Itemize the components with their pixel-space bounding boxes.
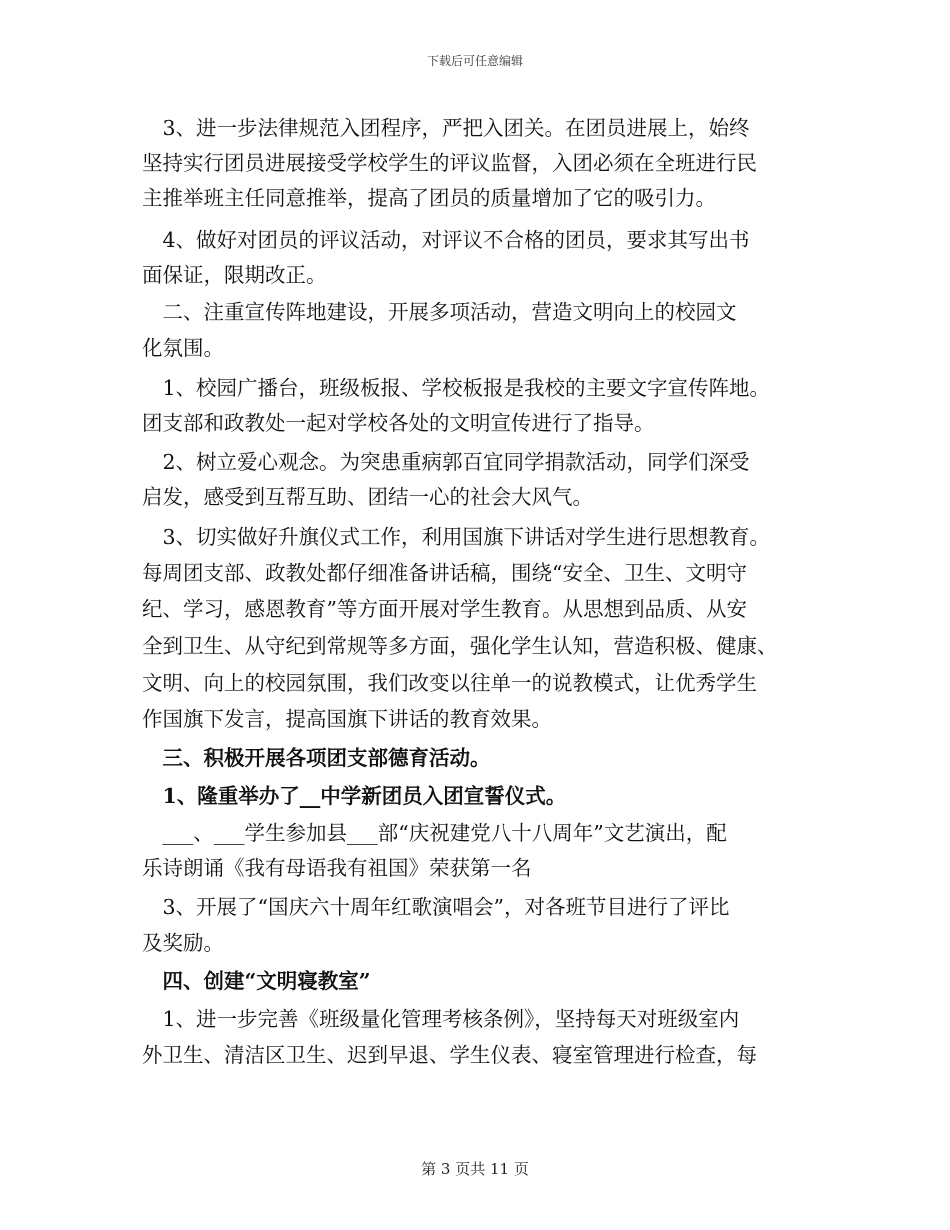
text-line: 作国旗下发言，提高国旗下讲话的教育效果。 xyxy=(142,707,552,731)
text-line: 团支部和政教处一起对学校各处的文明宣传进行了指导。 xyxy=(142,411,655,435)
text-line: 3、切实做好升旗仪式工作，利用国旗下讲话对学生进行思想教育。 xyxy=(142,525,771,549)
text-line: 坚持实行团员进展接受学校学生的评议监督，入团必须在全班进行民 xyxy=(142,151,757,175)
text-line: 1、校园广播台，班级板报、学校板报是我校的主要文字宣传阵地。 xyxy=(142,376,771,400)
text-line: 外卫生、清洁区卫生、迟到早退、学生仪表、寝室管理进行检查，每 xyxy=(142,1043,757,1067)
section-heading: 四、创建“文明寝教室” xyxy=(142,969,371,993)
text-line: ___、___学生参加县___部“庆祝建党八十八周年”文艺演出，配 xyxy=(142,821,727,845)
section-heading: 三、积极开展各项团支部德育活动。 xyxy=(142,746,491,770)
text-line: 1、进一步完善《班级量化管理考核条例》，坚持每天对班级室内 xyxy=(142,1007,740,1031)
text-line: 2、树立爱心观念。为突患重病郭百宜同学捐款活动，同学们深受 xyxy=(142,450,750,474)
text-line: 面保证，限期改正。 xyxy=(142,263,327,287)
text-line: 主推举班主任同意推举，提高了团员的质量增加了它的吸引力。 xyxy=(142,186,716,210)
text-line: 及奖励。 xyxy=(142,931,224,955)
text-line: 纪、学习，感恩教育”等方面开展对学生教育。从思想到品质、从安 xyxy=(142,597,747,621)
text-line: 4、做好对团员的评议活动，对评议不合格的团员，要求其写出书 xyxy=(142,228,750,252)
text-line: 二、注重宣传阵地建设，开展多项活动，营造文明向上的校园文 xyxy=(142,300,737,324)
text-line: 化氛围。 xyxy=(142,336,224,360)
text-line: 乐诗朗诵《我有母语我有祖国》荣获第一名 xyxy=(142,856,532,880)
text-line: 3、开展了“国庆六十周年红歌演唱会”，对各班节目进行了评比 xyxy=(142,895,730,919)
text-line: 启发，感受到互帮互助、团结一心的社会大风气。 xyxy=(142,485,593,509)
text-line: 每周团支部、政教处都仔细准备讲话稿，围绕“安全、卫生、文明守 xyxy=(142,561,747,585)
section-heading: 1、隆重举办了__中学新团员入团宣誓仪式。 xyxy=(142,784,567,808)
text-line: 全到卫生、从守纪到常规等多方面，强化学生认知，营造积极、健康、 xyxy=(142,634,778,658)
text-line: 文明、向上的校园氛围，我们改变以往单一的说教模式，让优秀学生 xyxy=(142,671,757,695)
page-header: 下载后可任意编辑 xyxy=(426,54,523,68)
page-footer: 第 3 页共 11 页 xyxy=(421,1160,529,1178)
text-line: 3、进一步法律规范入团程序，严把入团关。在团员进展上，始终 xyxy=(142,116,750,140)
